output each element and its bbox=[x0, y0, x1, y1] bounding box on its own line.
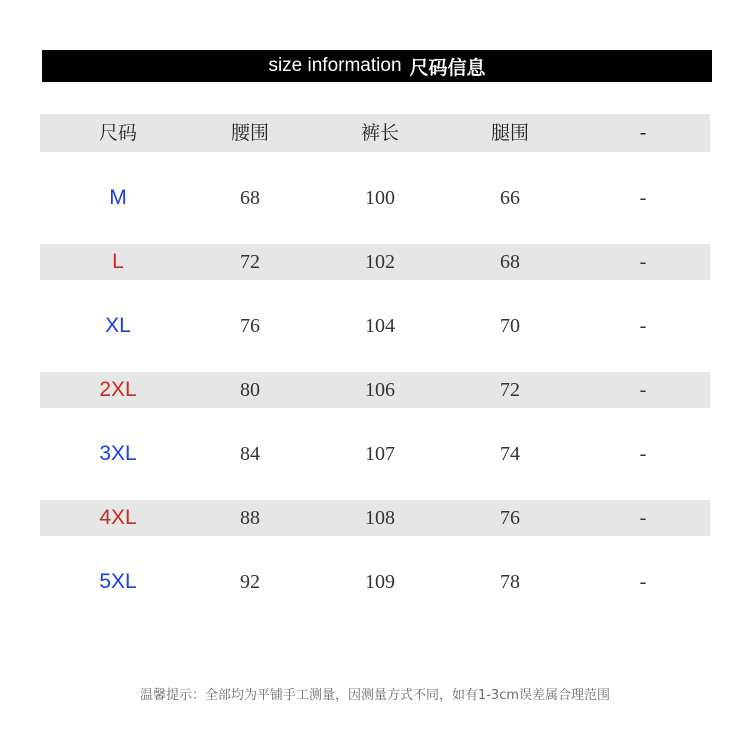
leg-cell: 66 bbox=[500, 187, 520, 209]
extra-cell: - bbox=[639, 507, 647, 529]
size-cell: 4XL bbox=[99, 506, 137, 529]
waist-cell: 80 bbox=[240, 379, 260, 401]
waist-cell: 92 bbox=[240, 571, 260, 593]
size-table bbox=[40, 114, 710, 628]
extra-cell: - bbox=[639, 379, 647, 401]
measurement-note: 温馨提示：全部均为平铺手工测量，因测量方式不同，如有1-3cm误差属合理范围 bbox=[139, 688, 611, 703]
waist-cell: 72 bbox=[240, 251, 260, 273]
waist-cell: 76 bbox=[240, 315, 260, 337]
length-cell: 102 bbox=[365, 251, 395, 273]
header-leg: 腿围 bbox=[490, 122, 529, 144]
leg-cell: 70 bbox=[500, 315, 520, 337]
table-row bbox=[40, 500, 710, 564]
length-cell: 106 bbox=[365, 379, 395, 401]
extra-cell: - bbox=[639, 251, 647, 273]
header-length: 裤长 bbox=[360, 122, 399, 144]
table-row bbox=[40, 180, 710, 244]
table-row bbox=[40, 436, 710, 500]
header-waist: 腰围 bbox=[230, 122, 269, 144]
size-cell: L bbox=[112, 250, 124, 273]
leg-cell: 74 bbox=[500, 443, 520, 465]
size-cell: XL bbox=[105, 314, 131, 337]
waist-cell: 88 bbox=[240, 507, 260, 529]
waist-cell: 68 bbox=[240, 187, 260, 209]
leg-cell: 76 bbox=[500, 507, 520, 529]
extra-cell: - bbox=[639, 443, 647, 465]
extra-cell: - bbox=[639, 571, 647, 593]
extra-cell: - bbox=[639, 187, 647, 209]
length-cell: 104 bbox=[365, 315, 395, 337]
size-cell: 3XL bbox=[99, 442, 137, 465]
header-extra: - bbox=[639, 122, 647, 144]
leg-cell: 72 bbox=[500, 379, 520, 401]
leg-cell: 68 bbox=[500, 251, 520, 273]
title-chinese: 尺码信息 bbox=[409, 56, 486, 79]
size-cell: M bbox=[109, 186, 127, 209]
length-cell: 108 bbox=[365, 507, 395, 529]
length-cell: 100 bbox=[365, 187, 395, 209]
title-banner bbox=[42, 50, 712, 82]
table-row bbox=[40, 244, 710, 308]
header-size: 尺码 bbox=[98, 122, 137, 144]
table-row bbox=[40, 308, 710, 372]
table-header-row bbox=[40, 114, 710, 152]
extra-cell: - bbox=[639, 315, 647, 337]
length-cell: 109 bbox=[365, 571, 395, 593]
table-row bbox=[40, 372, 710, 436]
size-cell: 5XL bbox=[99, 570, 137, 593]
waist-cell: 84 bbox=[240, 443, 260, 465]
length-cell: 107 bbox=[365, 443, 395, 465]
leg-cell: 78 bbox=[500, 571, 520, 593]
size-cell: 2XL bbox=[99, 378, 137, 401]
table-row bbox=[40, 564, 710, 628]
title-english: size information bbox=[268, 55, 402, 76]
